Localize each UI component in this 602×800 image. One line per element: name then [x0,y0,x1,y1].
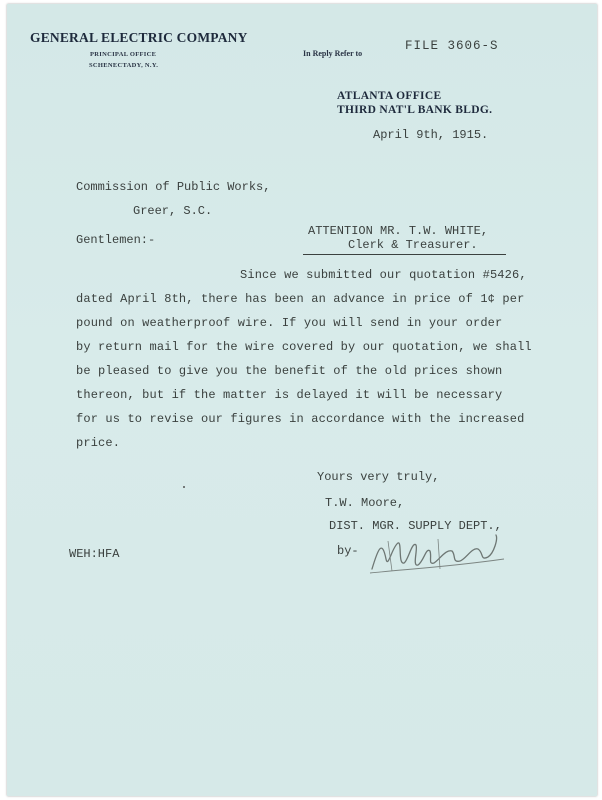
letter-page [7,4,597,796]
body-line: dated April 8th, there has been an advance in price of 1¢ per [76,292,525,306]
body-line: for us to revise our figures in accordance with the increased [76,412,525,426]
typist-initials: WEH:HFA [69,547,120,561]
file-reference: FILE 3606-S [405,39,499,53]
attention-underline [303,254,506,255]
body-line: be pleased to give you the benefit of the old prices shown [76,364,503,378]
body-line: by return mail for the wire covered by our quotation, we shall [76,340,532,354]
complimentary-close: Yours very truly, [317,470,440,484]
signer-name: T.W. Moore, [325,496,405,510]
body-line: Since we submitted our quotation #5426, [240,268,527,282]
salutation: Gentlemen:- [76,233,156,247]
body-line: pound on weatherproof wire. If you will send in your order [76,316,503,330]
principal-office-city: SCHENECTADY, N.Y. [89,62,159,69]
office-name: ATLANTA OFFICE [337,90,442,102]
letter-date: April 9th, 1915. [373,128,489,142]
office-address: THIRD NAT'L BANK BLDG. [337,104,493,116]
addressee-line-2: Greer, S.C. [133,204,213,218]
company-name: GENERAL ELECTRIC COMPANY [30,30,248,45]
attention-line-2: Clerk & Treasurer. [348,238,478,252]
attention-line-1: ATTENTION MR. T.W. WHITE, [308,224,489,238]
principal-office-label: PRINCIPAL OFFICE [90,51,157,58]
reply-refer-label: In Reply Refer to [303,49,363,58]
handwritten-signature [368,529,508,579]
by-label: by- [337,544,359,558]
addressee-line-1: Commission of Public Works, [76,180,271,194]
body-line: price. [76,436,121,450]
paper-speck [183,486,185,488]
signer-title: DIST. MGR. SUPPLY DEPT., [329,519,502,533]
body-line: thereon, but if the matter is delayed it will be necessary [76,388,503,402]
